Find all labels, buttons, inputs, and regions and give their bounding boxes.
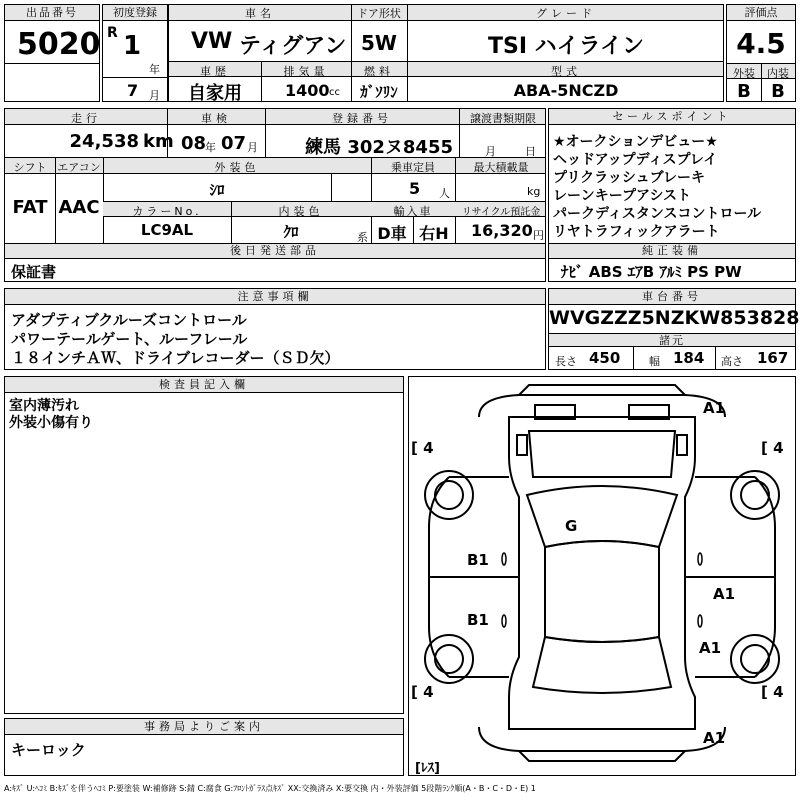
- mileage: 24,538: [69, 131, 139, 152]
- later-shipped-parts: 保証書: [11, 263, 57, 281]
- color-number: LC9AL: [140, 221, 194, 239]
- capacity: 5: [409, 179, 421, 198]
- era: R: [107, 25, 118, 41]
- inspector-note: 外装小傷有り: [9, 415, 93, 431]
- damage-left-front-door: B1: [467, 551, 489, 569]
- length: 450: [589, 349, 621, 367]
- registration-box: 初度登録 R 1 年 7 月: [102, 4, 168, 102]
- car-outline: [409, 377, 795, 775]
- score: 4.5: [736, 27, 786, 60]
- exterior-color: ｼﾛ: [209, 181, 225, 199]
- car-maker: VW: [191, 29, 233, 54]
- car-diagram: [408, 376, 796, 776]
- damage-front: A1: [703, 399, 726, 417]
- lot-number: 5020: [17, 27, 101, 62]
- spare-tire: [ﾚｽ]: [415, 761, 440, 776]
- sales-point: レーンキープアシスト: [553, 188, 692, 204]
- chassis-box: 車台番号 WVGZZZ5NZKW853828 諸元 長さ 450 幅 184 高さ 167: [549, 290, 800, 368]
- import-dealer: D車: [377, 224, 407, 243]
- sales-points-box: セールスポイント ★オークションデビュー★ ヘッドアップディスプレイ プリクラッシュブレーキ レーンキープアシスト パークディスタンスコントロール リヤトラフィックアラート 純正装備 ﾅﾋﾞ ABS ｴｱB ｱﾙﾐ PS PW: [548, 108, 796, 282]
- displacement: 1400: [285, 81, 330, 100]
- damage-glass: G: [565, 517, 578, 535]
- note-line: １８インチＡＷ、ドライブレコーダー（ＳＤ欠）: [11, 349, 340, 367]
- lot-label: 出品番号: [5, 5, 99, 21]
- inspection-year: 08: [181, 133, 207, 154]
- steering-side: 右H: [419, 224, 449, 243]
- sales-point: ★オークションデビュー★: [553, 134, 718, 150]
- car-history: 自家用: [188, 83, 242, 104]
- sales-point: リヤトラフィックアラート: [553, 224, 720, 240]
- tire-front-right: [ 4: [761, 439, 784, 457]
- sales-point: パークディスタンスコントロール: [553, 206, 762, 222]
- recycle-fee: 16,320: [471, 221, 533, 240]
- width: 184: [673, 349, 705, 367]
- note-line: パワーテールゲート、ルーフレール: [11, 330, 248, 348]
- tire-front-left: [ 4: [411, 439, 434, 457]
- plate-number: 練馬 302ヌ8455: [305, 137, 453, 158]
- height: 167: [757, 349, 789, 367]
- inspector-box: 検査員記入欄 室内薄汚れ 外装小傷有り: [4, 376, 404, 714]
- shift-type: FAT: [12, 197, 48, 218]
- sales-point: ヘッドアップディスプレイ: [553, 152, 718, 168]
- notes-box: 注意事項欄 アダプティブクルーズコントロール パワーテールゲート、ルーフレール １８インチＡＷ、ドライブレコーダー（ＳＤ欠）: [4, 288, 546, 370]
- aircon-type: AAC: [58, 197, 100, 218]
- office-box: 事務局よりご案内 キーロック: [4, 718, 404, 776]
- standard-equipment: ﾅﾋﾞ ABS ｴｱB ｱﾙﾐ PS PW: [561, 263, 742, 281]
- lot-box: [4, 4, 100, 102]
- legend: A:ｷｽﾞ U:ﾍｺﾐ B:ｷｽﾞを伴うﾍｺﾐ P:要塗装 W:補修跡 S:錆 C:腐食 G:ﾌﾛﾝﾄｶﾞﾗｽ点ｷｽﾞ XX:交換済み X:要交換 内・外装評価 5段階ﾗﾝｸ順(A・B・C・D・E) 1: [4, 784, 536, 793]
- registration-label: 初度登録: [103, 5, 167, 21]
- damage-right-door: A1: [713, 585, 736, 603]
- score-box: 評価点 4.5 外装 内装 B B: [726, 4, 796, 102]
- chassis-number: WVGZZZ5NZKW853828: [549, 307, 800, 329]
- door-type: 5W: [361, 31, 397, 55]
- exterior-grade: B: [737, 81, 751, 102]
- damage-right-rear: A1: [699, 639, 722, 657]
- damage-left-rear-door: B1: [467, 611, 489, 629]
- sales-point: プリクラッシュブレーキ: [553, 170, 706, 186]
- tire-rear-right: [ 4: [761, 683, 784, 701]
- interior-color: ｸﾛ: [283, 223, 299, 241]
- fuel: ｶﾞｿﾘﾝ: [360, 83, 398, 101]
- car-model: ティグアン: [239, 34, 347, 59]
- inspection-month: 07: [221, 133, 247, 154]
- office-note: キーロック: [11, 741, 86, 759]
- registration-month: 7: [127, 81, 139, 100]
- damage-rear: A1: [703, 729, 726, 747]
- registration-year: 1: [123, 31, 142, 61]
- inspector-note: 室内薄汚れ: [9, 398, 79, 414]
- vehicle-details-box: 走行 車検 登録番号 譲渡書類期限 24,538 km 08 年 07 月 練馬 302ヌ8455 月 日 シフト エアコン 外装色 乗車定員 最大積載量 ｼﾛ 5 人 kg FAT AAC カラーNo. 内装色 輸入車 リサイクル預託金 LC9AL ｸﾛ 系 D車 右H 16,320 円 後日発送部品 保証書: [4, 108, 546, 282]
- interior-grade: B: [771, 81, 785, 102]
- grade: TSI ハイライン: [487, 34, 645, 59]
- note-line: アダプティブクルーズコントロール: [11, 311, 247, 329]
- car-info-box: 車名 ドア形状 グレード VW ティグアン 5W TSI ハイライン 車歴 排気量 燃料 型式 自家用 1400 cc ｶﾞｿﾘﾝ ABA-5NCZD: [168, 4, 724, 102]
- tire-rear-left: [ 4: [411, 683, 434, 701]
- model-code: ABA-5NCZD: [513, 81, 619, 100]
